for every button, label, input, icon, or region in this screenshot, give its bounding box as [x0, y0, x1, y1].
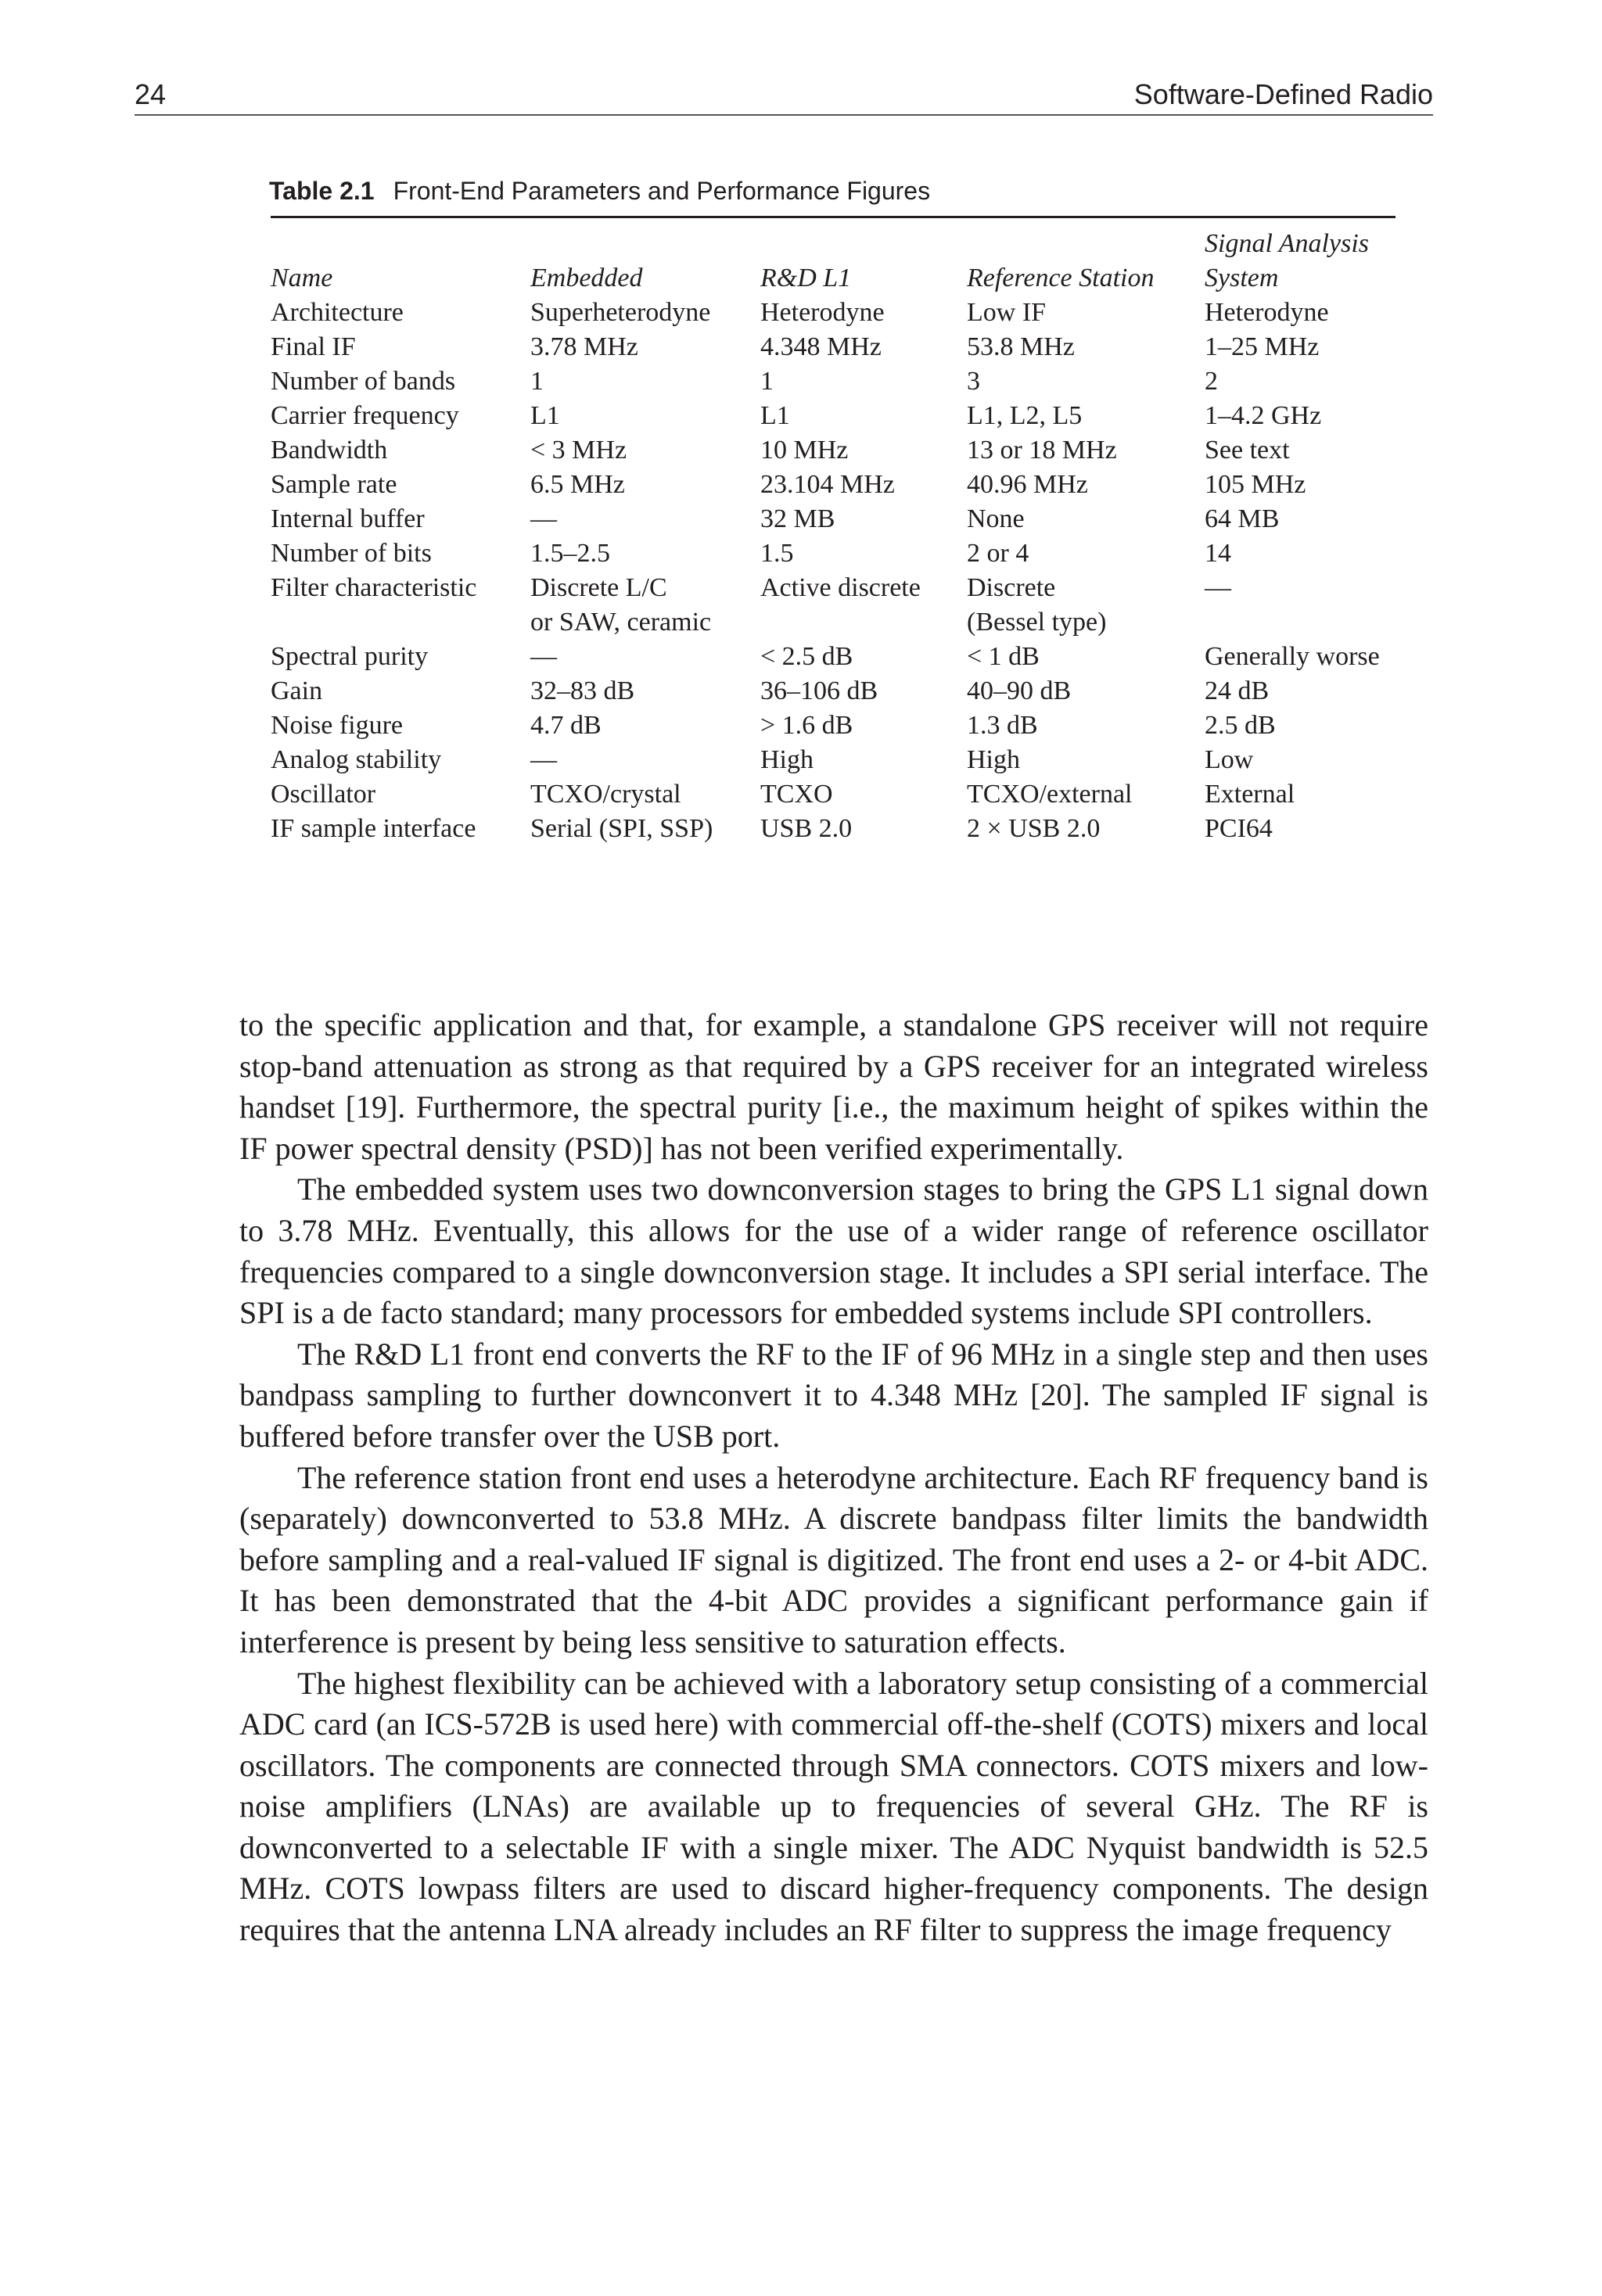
table-cell: Sample rate	[271, 470, 397, 499]
table-cell: < 3 MHz	[530, 436, 627, 465]
column-header-name: Name	[271, 264, 333, 292]
table-cell: Generally worse	[1205, 642, 1380, 671]
table-cell: IF sample interface	[271, 814, 476, 843]
table-cell: Active discrete	[760, 573, 921, 602]
table-cell: High	[967, 745, 1020, 774]
page-header	[135, 72, 1433, 111]
body-text	[239, 1005, 1428, 1951]
table-cell: > 1.6 dB	[760, 711, 853, 740]
table-row	[271, 536, 1408, 571]
column-header-line-2: System	[1205, 264, 1279, 292]
table-cell: Serial (SPI, SSP)	[530, 814, 713, 843]
table-row	[271, 743, 1408, 777]
table-cell: Gain	[271, 676, 323, 705]
table-cell: Low	[1205, 745, 1254, 774]
table-cell	[760, 605, 967, 640]
table-caption-title: Front-End Parameters and Performance Figures	[393, 177, 931, 205]
table-top-rule	[271, 216, 1395, 218]
parameters-table	[271, 227, 1408, 846]
table-cell: —	[530, 745, 557, 774]
table-cell: 1.5	[760, 539, 794, 568]
table-cell: 2 × USB 2.0	[967, 814, 1101, 843]
table-cell: Heterodyne	[1205, 298, 1329, 327]
paragraph: The embedded system uses two downconversion stages to bring the GPS L1 signal down to 3.78 MHz. Eventually, this allows for the use of a wider range of reference oscillator frequencies compared to a single downconversion stage. It includes a SPI serial interface. The SPI is a de facto standard; many processors for embedded systems include SPI controllers.	[239, 1171, 1428, 1331]
table-row	[271, 364, 1408, 399]
table-cell: 1–4.2 GHz	[1205, 401, 1322, 430]
table-cell: 1.3 dB	[967, 711, 1038, 740]
table-cell: 32 MB	[760, 504, 835, 533]
table-row	[271, 605, 1408, 640]
table-cell: 40–90 dB	[967, 676, 1072, 705]
table-cell: TCXO/crystal	[530, 780, 681, 809]
table-cell: or SAW, ceramic	[530, 608, 712, 637]
table-cell	[1205, 605, 1408, 640]
table-cell: Discrete	[967, 573, 1056, 602]
table-cell: None	[967, 504, 1025, 533]
table-row	[271, 433, 1408, 468]
table-cell: 2	[1205, 367, 1218, 396]
header-rule	[135, 114, 1433, 116]
page-number: 24	[135, 78, 167, 110]
table-row	[271, 777, 1408, 812]
table-cell: 14	[1205, 539, 1231, 568]
table-cell: External	[1205, 780, 1295, 809]
table-cell: 23.104 MHz	[760, 470, 895, 499]
table-cell: See text	[1205, 436, 1290, 465]
table-cell: 24 dB	[1205, 676, 1270, 705]
table-cell: PCI64	[1205, 814, 1273, 843]
table-cell: 32–83 dB	[530, 676, 635, 705]
paragraph: to the specific application and that, for example, a standalone GPS receiver will not require stop-band attenuation as strong as that required by a GPS receiver for an integrated wireless handset [19]. Furthermore, the spectral purity [i.e., the maximum height of spikes within the IF power spectral density (PSD)] has not been verified experimentally.	[239, 1007, 1428, 1166]
table-cell: Number of bits	[271, 539, 432, 568]
table-cell: 1–25 MHz	[1205, 332, 1320, 361]
table-cell: 4.7 dB	[530, 711, 602, 740]
table-cell: 2 or 4	[967, 539, 1029, 568]
table-cell: Superheterodyne	[530, 298, 711, 327]
table-row	[271, 296, 1408, 330]
table-cell: L1	[530, 401, 560, 430]
table-cell: Low IF	[967, 298, 1047, 327]
table-header-row	[271, 227, 1408, 296]
table-cell: L1	[760, 401, 790, 430]
table-cell: Oscillator	[271, 780, 376, 809]
table-cell: Architecture	[271, 298, 404, 327]
column-header-line-1: Signal Analysis	[1205, 229, 1369, 258]
table-cell: Analog stability	[271, 745, 442, 774]
table-caption-number: Table 2.1	[269, 177, 375, 205]
table-row	[271, 468, 1408, 502]
table-cell: 3.78 MHz	[530, 332, 638, 361]
table-row	[271, 330, 1408, 364]
table-cell: < 1 dB	[967, 642, 1040, 671]
table-caption	[269, 177, 930, 206]
table-cell: Final IF	[271, 332, 356, 361]
table-cell: Filter characteristic	[271, 573, 477, 602]
table-cell: Bandwidth	[271, 436, 388, 465]
table-row	[271, 709, 1408, 743]
table-cell: 1.5–2.5	[530, 539, 610, 568]
column-header-signal-analysis-system	[1205, 227, 1408, 296]
table-cell: Internal buffer	[271, 504, 425, 533]
table-row	[271, 640, 1408, 674]
column-header-rd-l1: R&D L1	[760, 264, 852, 292]
paragraph: The highest flexibility can be achieved with a laboratory setup consisting of a commercial ADC card (an ICS-572B is used here) with commercial off-the-shelf (COTS) mixers and local oscillators. The components are connected through SMA connectors. COTS mixers and low-noise amplifiers (LNAs) are available up to frequencies of several GHz. The RF is downconverted to a selectable IF with a single mixer. The ADC Nyquist bandwidth is 52.5 MHz. COTS lowpass filters are used to discard higher-frequency components. The design requires that the antenna LNA already includes an RF filter to suppress the image frequency	[239, 1665, 1428, 1948]
table-cell: 6.5 MHz	[530, 470, 625, 499]
paragraph: The reference station front end uses a heterodyne architecture. Each RF frequency band is (separately) downconverted to 53.8 MHz. A discrete bandpass filter limits the bandwidth before sampling and a real-valued IF signal is digitized. The front end uses a 2- or 4-bit ADC. It has been demonstrated that the 4-bit ADC provides a significant performance gain if interference is present by being less sensitive to saturation effects.	[239, 1459, 1428, 1659]
table-cell: —	[530, 504, 557, 533]
table-cell: 10 MHz	[760, 436, 849, 465]
table-cell	[271, 605, 530, 640]
table-cell: Spectral purity	[271, 642, 429, 671]
table-cell: 2.5 dB	[1205, 711, 1276, 740]
table-cell: High	[760, 745, 814, 774]
table-cell: 36–106 dB	[760, 676, 878, 705]
table-cell: Noise figure	[271, 711, 404, 740]
table-row	[271, 812, 1408, 846]
table-cell: 1	[530, 367, 544, 396]
table-cell: —	[1205, 573, 1231, 602]
table-cell: L1, L2, L5	[967, 401, 1083, 430]
running-head: Software-Defined Radio	[1133, 78, 1433, 110]
table-cell: Heterodyne	[760, 298, 885, 327]
table-cell: 105 MHz	[1205, 470, 1306, 499]
table-cell: Discrete L/C	[530, 573, 667, 602]
table-row	[271, 571, 1408, 605]
table-cell: —	[530, 642, 557, 671]
table-cell: 40.96 MHz	[967, 470, 1088, 499]
table-cell: Carrier frequency	[271, 401, 459, 430]
table-cell: 13 or 18 MHz	[967, 436, 1117, 465]
table-cell: USB 2.0	[760, 814, 853, 843]
table-cell: 3	[967, 367, 980, 396]
table-row	[271, 674, 1408, 709]
table-cell: (Bessel type)	[967, 608, 1107, 637]
column-header-embedded: Embedded	[530, 264, 643, 292]
table-cell: 53.8 MHz	[967, 332, 1075, 361]
table-row	[271, 502, 1408, 536]
table-cell: 4.348 MHz	[760, 332, 882, 361]
table-body	[271, 296, 1408, 846]
column-header-reference-station: Reference Station	[967, 264, 1155, 292]
table-cell: 1	[760, 367, 774, 396]
table-row	[271, 399, 1408, 433]
table-cell: TCXO/external	[967, 780, 1133, 809]
table-cell: 64 MB	[1205, 504, 1280, 533]
table-cell: < 2.5 dB	[760, 642, 853, 671]
table-cell: TCXO	[760, 780, 833, 809]
table-cell: Number of bands	[271, 367, 456, 396]
paragraph: The R&D L1 front end converts the RF to the IF of 96 MHz in a single step and then uses bandpass sampling to further downconvert it to 4.348 MHz [20]. The sampled IF signal is buffered before transfer over the USB port.	[239, 1336, 1428, 1454]
